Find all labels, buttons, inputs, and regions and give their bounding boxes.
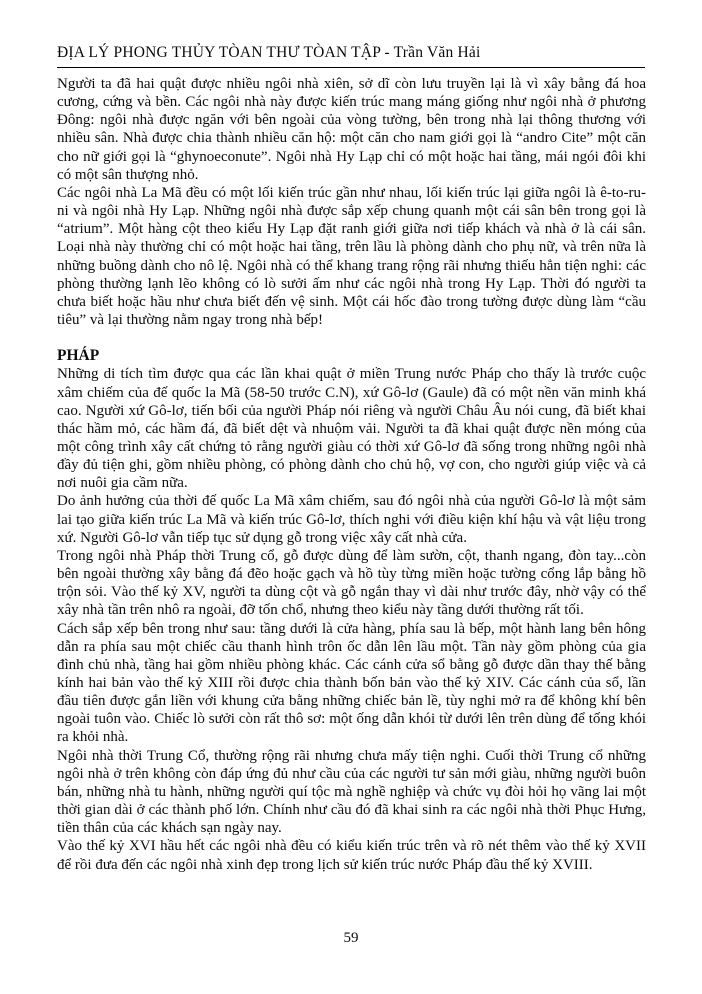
section-heading-phap: PHÁP	[57, 347, 100, 365]
header-rule	[57, 67, 645, 68]
paragraph-late-medieval: Ngôi nhà thời Trung Cổ, thường rộng rãi nhưng chưa mấy tiện nghi. Cuối thời Trung cổ những ngôi nhà ở trên không còn đáp ứng đủ như cầu của các người tư sản mới giàu, những người buôn bán, những nhà tu hành, những người quí tộc mà nghề nghiệp và chức vụ đòi hỏi họ vãng lai một thời gian dài ở các thành phố lớn. Chính như cầu đó đã khai sinh ra các ngôi nhà thời Phục Hưng, tiền thân của các khách sạn ngày nay.	[57, 747, 646, 837]
paragraph-greek-houses: Người ta đã hai quật được nhiều ngôi nhà xiên, sở dĩ còn lưu truyền lại là vì xây bằng đá hoa cương, cứng và bền. Các ngôi nhà này được kiến trúc mang máng giống như ngôi nhà ở phương Đông: ngôi nhà được ngăn với bên ngoài của vòng tường, bên trong nhà lại thông thương với nhiều sân. Nhà được chia thành nhiều căn hộ: một căn cho nam giới gọi là “andro Cite” một căn cho nữ giới gọi là “ghynoeconute”. Ngôi nhà Hy Lạp chỉ có một hoặc hai tầng, mái ngói đôi khi có một sân thượng nhỏ.	[57, 76, 646, 183]
paragraph-medieval-french-house: Trong ngôi nhà Pháp thời Trung cổ, gỗ được dùng để làm sườn, cột, thanh ngang, đòn tay...còn bên ngoài thường xây bằng đá đẽo hoặc gạch và hồ tùy từng miền hoặc tường cổng lắp bằng hồ trộn sỏi. Vào thế kỷ XV, người ta dùng cột và gỗ ngắn thay vì dài như trước đây, nhờ vậy có thể xây nhà tần trên nhô ra ngoài, đỡ tốn chổ, nhưng theo kiểu này tầng dưới thường rất tối.	[57, 547, 646, 619]
document-body	[57, 75, 646, 874]
header-title: ĐỊA LÝ PHONG THỦY TÒAN THƯ TÒAN TẬP - Trần Văn Hải	[57, 44, 481, 61]
page-number: 59	[343, 930, 359, 946]
paragraph-16th-century: Vào thế kỷ XVI hầu hết các ngôi nhà đều có kiểu kiến trúc trên và rõ nét thêm vào thế kỷ XVII để rồi đưa đến các ngôi nhà xinh đẹp trong lịch sử kiến trúc nước Pháp đầu thế kỷ XVIII.	[57, 838, 646, 873]
paragraph-roman-gaul-influence: Do ảnh hưởng của thời đế quốc La Mã xâm chiếm, sau đó ngôi nhà của người Gô-lơ là một sảm lai tạo giữa kiến trúc La Mã và kiến trúc Gô-lơ, thích nghi với điều kiện khí hậu và vật liệu trong xứ. Người Gô-lơ vẫn tiếp tục sử dụng gỗ trong việc xây cất nhà cửa.	[57, 493, 646, 546]
paragraph-roman-houses: Các ngôi nhà La Mã đều có một lối kiến trúc gần như nhau, lối kiến trúc lại giữa ngôi là ê-to-ru-ni và ngôi nhà Hy Lạp. Những ngôi nhà được sắp xếp chung quanh một cái sân bên trong gọi là “atrium”. Một hàng cột theo kiểu Hy Lạp đặt ranh giới giữa nơi tiếp khách và nhà ở là cái sân. Loại nhà này thường chỉ có một hoặc hai tầng, trên lầu là phòng dành cho phụ nữ, và trên nữa là những buồng dành cho nô lệ. Ngôi nhà có thể khang trang rộng rãi nhưng thiếu hẳn tiện nghi: các phòng thường lạnh lẽo không có lò sưởi ấm như các ngôi nhà trong Hy Lạp. Thời đó người ta chưa biết hoặc hầu như chưa biết đến vệ sinh. Một cái hốc đào trong tường được dùng làm “cầu tiêu” và lại thường nằm ngay trong nhà bếp!	[57, 184, 646, 329]
page-header	[57, 44, 645, 62]
paragraph-interior-layout: Cách sắp xếp bên trong như sau: tầng dưới là cửa hàng, phía sau là bếp, một hành lang bên hông dẫn ra phía sau một chiếc cầu thanh hình trôn ốc dẫn lên lầu một. Tần này gồm phòng của gia đình chủ nhà, tầng hai gồm nhiều phòng khác. Các cánh cửa sổ bằng gỗ được dần thay thế bằng kính hai bản vào thế kỷ XIII rồi được chia thành bốn bản vào thế kỷ XIV. Các cánh của sổ, lần đầu tiên được gắn liền với khung cửa bằng những chiếc bản lề, tùy nghi mở ra để không khí bên ngoài tuôn vào. Chiếc lò sưởi còn rất thô sơ: một ống dẫn khói từ dưới lên trên dùng để tống khói ra khỏi nhà.	[57, 620, 646, 746]
paragraph-gaul-excavations: Những di tích tìm được qua các lần khai quật ở miền Trung nước Pháp cho thấy là trước cuộc xâm chiếm của đế quốc la Mã (58-50 trước C.N), xứ Gô-lơ (Gaule) đã có một nền văn minh khá cao. Người xứ Gô-lơ, tiến bối của người Pháp nói riêng và người Châu Âu nói cung, đã biết khai thác hầm mỏ, các hầm đá, đã biết dệt và nhuộm vải. Người ta đã khai quật được nền móng của một công trình xây cất chứng tỏ rằng người giàu có thời xứ Gô-lơ đã sống trong những ngôi nhà đầy đủ tiện ghi, gồm nhiều phòng, có phòng dành cho chủ hộ, vợ con, cho người giúp việc và cả nơi nuôi gia cầm nữa.	[57, 366, 646, 492]
